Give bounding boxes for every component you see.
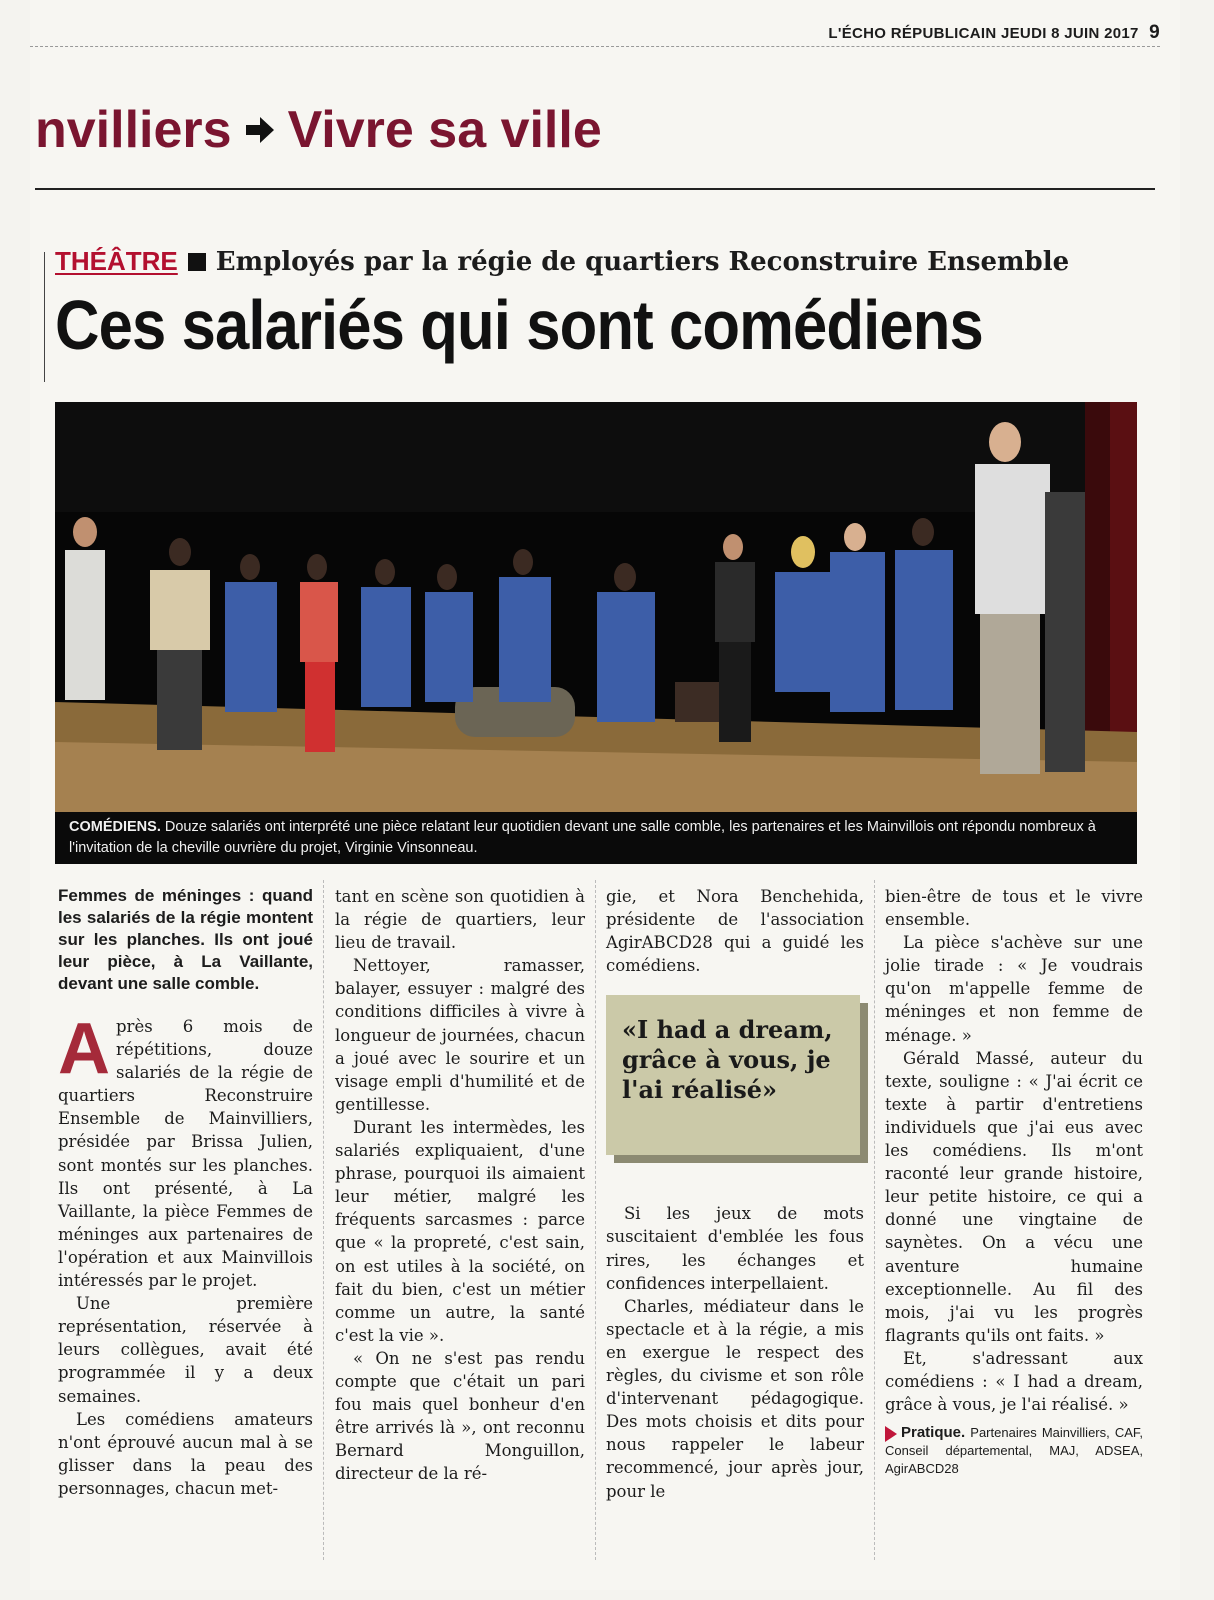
town-name: nvilliers: [35, 101, 232, 159]
caption-text: Douze salariés ont interprété une pièce relatant leur quotidien devant une salle comble, les partenaires et les Mainvillois ont répondu nombreux à l'invitation de la cheville ouvrière du projet, Virginie Vinsonneau.: [69, 819, 1096, 856]
body-paragraph: Nettoyer, ramasser, balayer, essuyer : malgré des conditions difficiles à vivre à longueur de journées, chacun a joué avec le sourire et un visage empli d'humilité et de gentillesse.: [335, 956, 585, 1114]
kicker-tag: THÉÂTRE: [55, 246, 178, 276]
body-paragraph: Les comédiens amateurs n'ont éprouvé aucun mal à se glisser dans la peau des personnages, chacun met-: [58, 1409, 313, 1498]
pull-quote: «I had a dream, grâce à vous, je l'ai réalisé»: [606, 995, 860, 1155]
column-2: [335, 885, 585, 1485]
body-paragraph: bien-être de tous et le vivre ensemble.: [885, 887, 1143, 930]
arrow-right-icon: [244, 114, 276, 146]
practical-title: Pratique.: [901, 1424, 966, 1442]
lead-paragraph: Femmes de méninges : quand les salariés de la régie montent sur les planches. Ils ont joué leur pièce, à La Vaillante, devant une salle comble.: [58, 886, 313, 993]
page-header: [30, 20, 1160, 47]
body-paragraph: Si les jeux de mots suscitaient d'emblée les fous rires, les échanges et confidences interpellaient.: [606, 1204, 864, 1293]
column-divider: [323, 880, 324, 1560]
body-paragraph: Gérald Massé, auteur du texte, souligne : « J'ai écrit ce texte à partir d'entretiens individuels que j'ai eus avec les comédiens. Ils m'ont raconté leur grande histoire, leur petite histoire, ce qui a donné une vingtaine de saynètes. On a vécu une aventure humaine exceptionnelle. Au fil des mois, j'ai vu les progrès flagrants qu'ils ont faits. »: [885, 1048, 1143, 1345]
section-name: Vivre sa ville: [287, 101, 602, 159]
body-paragraph: « On ne s'est pas rendu compte que c'était un pari fou mais quel bonheur d'en être arrivés là », ont reconnu Bernard Monguillon, directeur de la ré-: [335, 1348, 585, 1484]
body-paragraph: Et, s'adressant aux comédiens : « I had a dream, grâce à vous, je l'ai réalisé. »: [885, 1348, 1143, 1415]
body-paragraph: Une première représentation, réservée à leurs collègues, avait été programmée il y a deux semaines.: [58, 1294, 313, 1406]
practical-text: Partenaires Mainvilliers, CAF, Conseil départemental, MAJ, ADSEA, AgirABCD28: [885, 1425, 1143, 1477]
section-heading: [35, 95, 602, 165]
stage-photo-illustration: [55, 402, 1137, 812]
column-1: [58, 885, 313, 1500]
body-paragraph: Charles, médiateur dans le spectacle et à la régie, a mis en exergue le respect des règles, du civisme et son rôle d'intervenant pédagogique. Des mots choisis et dits pour nous rappeler le labeur recommencé, jour après jour, pour le: [606, 1296, 864, 1501]
kicker-text: Employés par la régie de quartiers Reconstruire Ensemble: [215, 246, 1070, 277]
page-number: 9: [1149, 22, 1160, 43]
square-bullet-icon: [188, 253, 206, 271]
body-paragraph: Après 6 mois de répétitions, douze salariés de la régie de quartiers Reconstruire Ensemble de Mainvilliers, présidée par Brissa Julien, sont montés sur les planches. Ils ont présenté, à La Vaillante, la pièce Femmes de méninges aux partenaires de l'opération et aux Mainvillois intéressés par le projet.: [58, 1009, 313, 1291]
body-paragraph: gie, et Nora Benchehida, présidente de l'association AgirABCD28 qui a guidé les comédiens.: [606, 887, 864, 976]
column-3: [606, 885, 864, 1503]
caption-label: COMÉDIENS.: [69, 819, 161, 835]
section-rule: [35, 188, 1155, 190]
body-paragraph: tant en scène son quotidien à la régie de quartiers, leur lieu de travail.: [335, 887, 585, 953]
kicker-bar: [44, 252, 45, 382]
practical-info: [885, 1424, 1143, 1478]
issue-date: JEUDI 8 JUIN 2017: [1000, 25, 1139, 42]
chevron-right-icon: [885, 1426, 897, 1442]
drop-cap: A: [58, 1009, 110, 1089]
column-divider: [595, 880, 596, 1560]
column-divider: [874, 880, 875, 1560]
column-4: [885, 885, 1143, 1478]
kicker: [55, 246, 1069, 277]
body-paragraph: La pièce s'achève sur une jolie tirade : « Je voudrais qu'on m'appelle femme de méninges et non femme de ménage. »: [885, 933, 1143, 1045]
photo-caption: [55, 812, 1137, 864]
headline: Ces salariés qui sont comédiens: [55, 286, 983, 364]
stage-photo: [55, 402, 1137, 812]
paper-name: L'ÉCHO RÉPUBLICAIN: [828, 25, 997, 42]
body-paragraph: Durant les intermèdes, les salariés expliquaient, d'une phrase, pourquoi ils aimaient leur métier, malgré les fréquents sarcasmes : parce que « la propreté, c'est sain, on est utiles à la société, on fait du bien, c'est un métier comme un autre, la santé c'est la vie ».: [335, 1117, 585, 1345]
